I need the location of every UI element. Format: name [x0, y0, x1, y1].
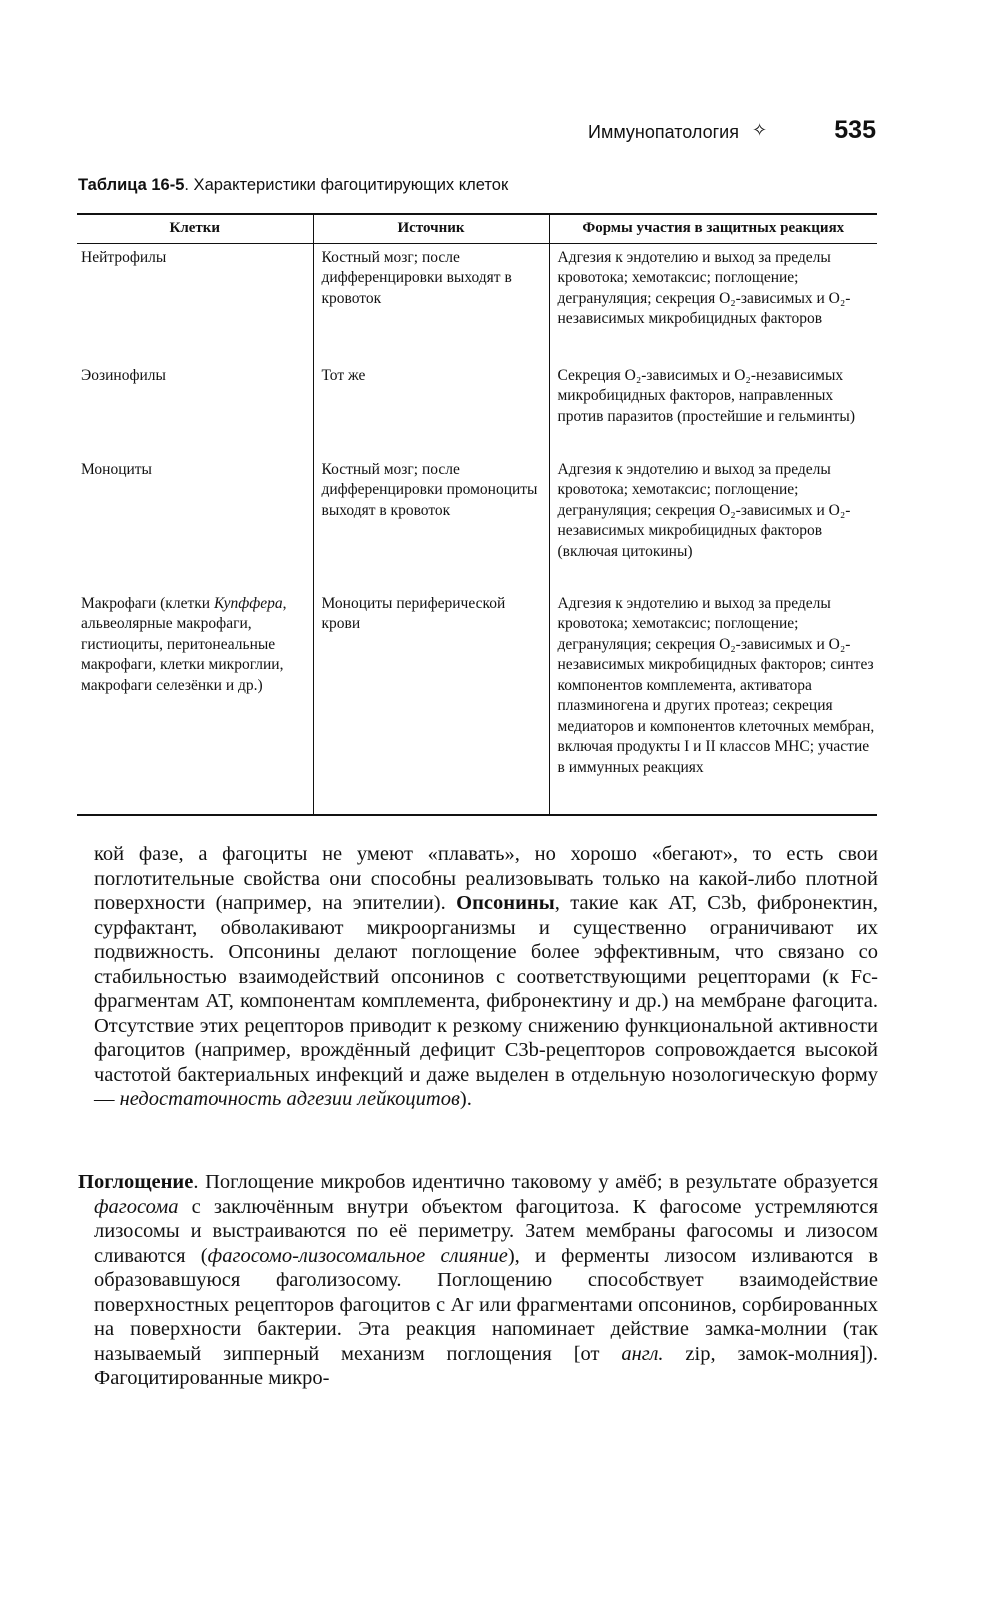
table-header-row: [77, 214, 877, 243]
running-header: [560, 116, 876, 150]
header-cells: Клетки: [77, 214, 313, 243]
paragraph-opsonins: кой фазе, а фагоциты не умеют «плавать», но хорошо «бегают», то есть свои поглотительные свойства они способны реализовывать только на какой-либо плотной поверхности (например, на эпителии). Опсонины, такие как АТ, C3b, фибронектин, сурфактант, обволакивают микроорганизмы и существенно ограничивают их подвижность. Опсонины делают поглощение более эффективным, что связано со стабильностью взаимодействий опсонинов с соответствующими рецепторами (к Fc-фрагментам АТ, компонентам комплемента, фибронектину и др.) на мембране фагоцита. Отсутствие этих рецепторов приводит к резкому снижению функциональной активности фагоцитов (например, врождённый дефицит C3b-рецепторов сопровождается высокой частотой бактериальных инфекций и даже выделен в отдельную нозологическую форму — недостаточность адгезии лейкоцитов).: [94, 843, 878, 1110]
table-caption: [78, 176, 508, 195]
cell-function: Секреция O₂-зависимых и O₂-независимых микробицидных факторов, направленных против паразитов (простейшие и гельминты): [549, 360, 877, 454]
cell-source: Тот же: [313, 360, 549, 454]
cell-source: Моноциты периферической крови: [313, 588, 549, 815]
phagocyte-table: [77, 213, 877, 816]
term-opsonins: Опсонины: [456, 892, 555, 914]
cell-type: Нейтрофилы: [81, 248, 167, 266]
term-engulfment: Поглощение: [78, 1171, 194, 1193]
table-row: [77, 243, 877, 360]
table-label: Таблица 16-5: [78, 176, 185, 194]
table-row: [77, 588, 877, 815]
header-function: Формы участия в защитных реакциях: [549, 214, 877, 243]
term-lad: недостаточность адгезии лейкоцитов: [119, 1088, 460, 1110]
header-source: Источник: [313, 214, 549, 243]
page-number: 535: [834, 116, 876, 144]
cell-function: Адгезия к эндотелию и выход за пределы кровотока; хемотаксис; поглощение; дегрануляция; секреция O₂-зависимых и O₂-независимых микробицидных факторов; синтез компонентов комплемента, активатора плазминогена и других протеаз; секреция медиаторов и компонентов клеточных мембран, включая продукты I и II классов MHC; участие в иммунных реакциях: [549, 588, 877, 815]
table-title: . Характеристики фагоцитирующих клеток: [184, 176, 509, 194]
section-title: Иммунопатология: [588, 122, 739, 142]
cell-function: Адгезия к эндотелию и выход за пределы кровотока; хемотаксис; поглощение; дегрануляция; секреция O₂-зависимых и O₂-независимых микробицидных факторов (включая цитокины): [549, 454, 877, 588]
cell-source: Костный мозг; после дифференцировки промоноциты выходят в кровоток: [313, 454, 549, 588]
term-phagosome: фагосома: [94, 1195, 179, 1218]
paragraph-engulfment: Поглощение. Поглощение микробов идентично таковому у амёб; в результате образуется фагосома с заключённым внутри объектом фагоцитоза. К фагосоме устремляются лизосомы и выстраиваются по её периметру. Затем мембраны фагосомы и лизосом сливаются (фагосомо-лизосомальное слияние), и ферменты лизосом изливаются в образовавшуюся фаголизосому. Поглощению способствует взаимодействие поверхностных рецепторов фагоцитов с Аг или фрагментами опсонинов, сорбированных на поверхности бактерии. Эта реакция напоминает действие замка-молнии (так называемый зипперный механизм поглощения [от англ. zip, замок-молния]). Фагоцитированные микро-: [78, 1171, 878, 1389]
cell-source: Костный мозг; после дифференцировки выходят в кровоток: [313, 243, 549, 360]
cell-function: Адгезия к эндотелию и выход за пределы кровотока; хемотаксис; поглощение; дегрануляция; секреция O₂-зависимых и O₂-независимых микробицидных факторов: [549, 243, 877, 360]
term-engl: англ.: [621, 1342, 664, 1365]
cell-type: Моноциты: [81, 460, 152, 478]
table-row: [77, 454, 877, 588]
diamond-icon: ✧: [752, 120, 768, 140]
term-fusion: фагосомо-лизосомальное слияние: [207, 1244, 508, 1267]
cell-type: Макрофаги (клетки Купффера, альвеолярные макрофаги, гистиоциты, перитонеальные макрофаги, клетки микроглии, макрофаги селезёнки и др.): [77, 588, 313, 815]
table-row: [77, 360, 877, 454]
cell-type: Эозинофилы: [81, 366, 166, 384]
